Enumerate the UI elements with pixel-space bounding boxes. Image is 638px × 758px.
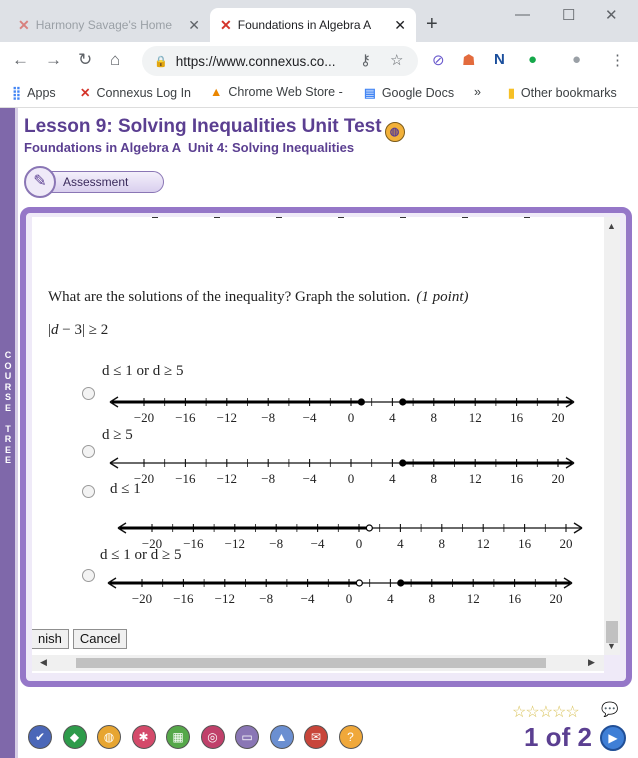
connexus-logo-icon: ✕ xyxy=(18,16,28,33)
maximize-icon[interactable]: ☐ xyxy=(562,7,576,24)
course-tree-letter: C xyxy=(4,350,12,360)
tab-foundations-algebra[interactable] xyxy=(210,8,416,42)
tick-label: 8 xyxy=(428,591,436,606)
close-tab-icon[interactable]: ✕ xyxy=(394,16,406,33)
tick-label: −8 xyxy=(269,536,284,551)
bookmark-label: Connexus Log In xyxy=(96,85,191,100)
help-icon[interactable]: ? xyxy=(339,725,363,749)
tick-label: −8 xyxy=(261,471,276,486)
open-endpoint xyxy=(366,525,372,531)
bookmark-google-docs[interactable] xyxy=(364,85,454,100)
scroll-thumb[interactable] xyxy=(76,658,546,668)
calculator-icon[interactable]: ▦ xyxy=(166,725,190,749)
number-line-3 xyxy=(110,518,590,554)
tick-label: 12 xyxy=(466,591,480,606)
lesson-title-text: Lesson 9: Solving Inequalities Unit Test xyxy=(24,116,382,137)
rating-star-icon[interactable]: ☆ xyxy=(512,704,526,721)
closed-endpoint xyxy=(400,460,406,466)
vertical-scrollbar[interactable] xyxy=(604,217,620,655)
previous-number-line xyxy=(32,217,592,229)
course-tree-letter: E xyxy=(4,402,11,413)
tick-label: −16 xyxy=(175,410,196,425)
open-endpoint xyxy=(356,580,362,586)
tick-label: −20 xyxy=(133,410,155,425)
tick-label: −20 xyxy=(131,591,153,606)
question-frame xyxy=(20,207,632,687)
divider xyxy=(15,108,18,758)
course-tree-letter: T xyxy=(5,423,11,434)
tick-label: 0 xyxy=(347,471,355,486)
rating-star-icon[interactable]: ☆ xyxy=(552,704,566,721)
number-line-1 xyxy=(102,392,582,428)
tick-label: 16 xyxy=(508,591,522,606)
course-tree-letter xyxy=(3,413,13,424)
tick-label: −20 xyxy=(141,536,163,551)
forward-icon[interactable]: → xyxy=(45,50,62,69)
inequality-variable: d xyxy=(51,322,59,338)
bookmark-label: Apps xyxy=(27,85,56,100)
scroll-up-icon[interactable]: ▲ xyxy=(607,221,616,231)
folder-icon: ▮ xyxy=(508,86,515,100)
globe-icon[interactable]: ◍ xyxy=(97,725,121,749)
stamp-icon[interactable]: ▲ xyxy=(270,725,294,749)
tick-label: −12 xyxy=(216,471,237,486)
assessment-badge xyxy=(26,171,164,193)
notebook-icon[interactable]: ▭ xyxy=(235,725,259,749)
points-label: (1 point) xyxy=(416,289,469,305)
minimize-icon[interactable]: — xyxy=(515,6,530,23)
tick-label: 4 xyxy=(397,536,404,551)
inequality-rest: − 3| ≥ 2 xyxy=(58,322,109,338)
inequality: |d − 3| ≥ 2 xyxy=(48,322,109,338)
target-icon[interactable]: ◎ xyxy=(201,725,225,749)
connexus-logo-icon: ✕ xyxy=(80,86,91,100)
key-icon[interactable]: ⚷ xyxy=(360,52,371,69)
number-line-4 xyxy=(100,573,580,609)
tick-label: −8 xyxy=(261,410,276,425)
tick-label: 16 xyxy=(510,471,524,486)
question-prompt xyxy=(48,289,469,306)
closed-endpoint xyxy=(358,399,364,405)
tick-label: −12 xyxy=(214,591,235,606)
course-tree-letter: U xyxy=(4,371,12,381)
option-label-1: d ≤ 1 or d ≥ 5 xyxy=(102,363,184,379)
bookmark-overflow[interactable] xyxy=(474,85,481,99)
home-icon[interactable]: ⌂ xyxy=(110,50,121,69)
finish-button[interactable]: nish xyxy=(32,629,69,649)
number-line-2 xyxy=(102,453,582,489)
tick-label: 8 xyxy=(430,410,438,425)
bottom-toolbar xyxy=(28,725,373,749)
tick-label: −8 xyxy=(259,591,274,606)
tick-label: 20 xyxy=(551,471,565,486)
lesson-subtitle: Foundations in Algebra A Unit 4: Solving Inequalities xyxy=(24,140,355,155)
rating-stars[interactable] xyxy=(512,702,579,722)
option-label-4: d ≤ 1 or d ≥ 5 xyxy=(100,547,182,563)
bookmark-label: » xyxy=(474,85,481,99)
tick-label: 8 xyxy=(430,471,438,486)
rating-star-icon[interactable]: ☆ xyxy=(565,704,579,721)
tick-label: −4 xyxy=(302,471,317,486)
apps-grid-icon: ⣿ xyxy=(12,86,22,100)
option-radio-1[interactable] xyxy=(82,387,95,400)
tick-label: 16 xyxy=(518,536,532,551)
tab-title: Harmony Savage's Home xyxy=(35,18,173,32)
rating-star-icon[interactable]: ☆ xyxy=(538,704,553,721)
menu-icon[interactable]: ⋮ xyxy=(610,52,625,69)
close-tab-icon[interactable]: ✕ xyxy=(188,16,200,33)
scroll-thumb[interactable] xyxy=(606,621,618,643)
bookmark-other[interactable] xyxy=(508,85,617,100)
extension-icon[interactable]: ☗ xyxy=(462,52,476,69)
scroll-left-icon[interactable]: ◀ xyxy=(40,657,47,667)
action-buttons xyxy=(32,629,131,649)
close-window-icon[interactable]: ✕ xyxy=(605,7,618,24)
lock-icon: 🔒 xyxy=(154,55,168,68)
assessment-label: Assessment xyxy=(63,175,129,189)
back-icon[interactable]: ← xyxy=(12,50,29,69)
check-icon[interactable]: ✔ xyxy=(28,725,52,749)
lesson-title xyxy=(24,116,405,142)
bookmark-label: Other bookmarks xyxy=(520,85,617,100)
course-tree-letter: E xyxy=(4,444,11,455)
browser-toolbar xyxy=(0,42,638,80)
tick-label: 0 xyxy=(345,591,353,606)
tick-label: −4 xyxy=(300,591,315,606)
horizontal-scrollbar[interactable] xyxy=(32,655,604,671)
page-content xyxy=(0,108,638,758)
course-tree-tab[interactable] xyxy=(0,108,15,758)
next-page-button[interactable]: ▶ xyxy=(600,725,626,751)
tick-label: 0 xyxy=(355,536,363,551)
course-tree-letter: E xyxy=(4,455,11,465)
tick-label: 12 xyxy=(468,410,482,425)
option-radio-3[interactable] xyxy=(82,485,95,498)
mail-icon[interactable]: ✉ xyxy=(304,725,328,749)
scroll-right-icon[interactable]: ▶ xyxy=(588,657,595,667)
docs-icon: ▤ xyxy=(364,86,376,100)
tick-label: −4 xyxy=(302,410,317,425)
course-tree-letter: R xyxy=(4,381,12,392)
grammarly-icon[interactable]: ● xyxy=(528,51,538,68)
assessment-icon: ✎ xyxy=(24,166,56,198)
rating-star-icon[interactable]: ☆ xyxy=(525,704,539,721)
tick-label: 0 xyxy=(347,410,355,425)
comment-icon[interactable]: 💬 xyxy=(601,701,619,717)
bookmark-label: Chrome Web Store - xyxy=(228,85,343,99)
block-extension-icon[interactable]: ⊘ xyxy=(432,52,445,69)
tick-label: 12 xyxy=(476,536,490,551)
tick-label: −20 xyxy=(133,471,155,486)
bookmark-chrome-store[interactable] xyxy=(210,85,343,99)
tick-label: 12 xyxy=(468,471,482,486)
bookmark-apps[interactable] xyxy=(12,85,56,100)
course-tree-letter: O xyxy=(4,360,12,371)
course-tree-letter: S xyxy=(4,392,11,402)
new-tab-button[interactable]: + xyxy=(426,13,438,35)
tab-title: Foundations in Algebra A xyxy=(237,18,372,32)
option-radio-2[interactable] xyxy=(82,445,95,458)
tick-label: −4 xyxy=(310,536,325,551)
closed-endpoint xyxy=(398,580,404,586)
tick-label: 16 xyxy=(510,410,524,425)
bookmark-label: Google Docs xyxy=(381,85,455,100)
globe-icon: ◍ xyxy=(385,122,405,142)
option-radio-4[interactable] xyxy=(82,569,95,582)
course-tree-label xyxy=(3,350,13,466)
tick-label: 20 xyxy=(559,536,573,551)
tick-label: −12 xyxy=(216,410,237,425)
address-bar[interactable] xyxy=(142,46,418,76)
tick-label: −16 xyxy=(175,471,196,486)
scroll-down-icon[interactable]: ▼ xyxy=(607,641,616,651)
closed-endpoint xyxy=(400,399,406,405)
course-tree-letter: R xyxy=(4,434,12,444)
tab-harmony-home[interactable] xyxy=(8,8,210,42)
tick-label: −12 xyxy=(224,536,245,551)
reload-icon[interactable]: ↻ xyxy=(78,50,93,69)
tick-label: −16 xyxy=(173,591,194,606)
profile-avatar-icon[interactable]: ● xyxy=(572,51,582,68)
book-icon[interactable]: ◆ xyxy=(63,725,87,749)
tick-label: 20 xyxy=(549,591,563,606)
connexus-logo-icon: ✕ xyxy=(220,16,230,33)
tick-label: −16 xyxy=(183,536,204,551)
bookmarks-bar xyxy=(0,80,638,108)
web-store-icon: ▲ xyxy=(210,85,223,99)
tab-strip xyxy=(0,0,638,42)
tick-label: 8 xyxy=(438,536,446,551)
url-text: https://www.connexus.co... xyxy=(175,53,336,69)
tick-label: 4 xyxy=(389,471,396,486)
cancel-button[interactable]: Cancel xyxy=(73,629,127,649)
option-label-2: d ≥ 5 xyxy=(102,427,133,443)
page-counter: 1 of 2 xyxy=(524,722,592,752)
prompt-text: What are the solutions of the inequality? Graph the solution. xyxy=(48,289,411,305)
question-panel xyxy=(32,217,604,673)
tick-label: 4 xyxy=(389,410,396,425)
tick-label: 20 xyxy=(551,410,565,425)
bookmark-connexus-login[interactable] xyxy=(80,85,191,100)
notes-extension-icon[interactable]: N xyxy=(494,51,505,68)
tick-label: 4 xyxy=(387,591,394,606)
star-icon[interactable]: ☆ xyxy=(390,52,404,69)
pin-icon[interactable]: ✱ xyxy=(132,725,156,749)
option-label-3: d ≤ 1 xyxy=(110,481,141,497)
